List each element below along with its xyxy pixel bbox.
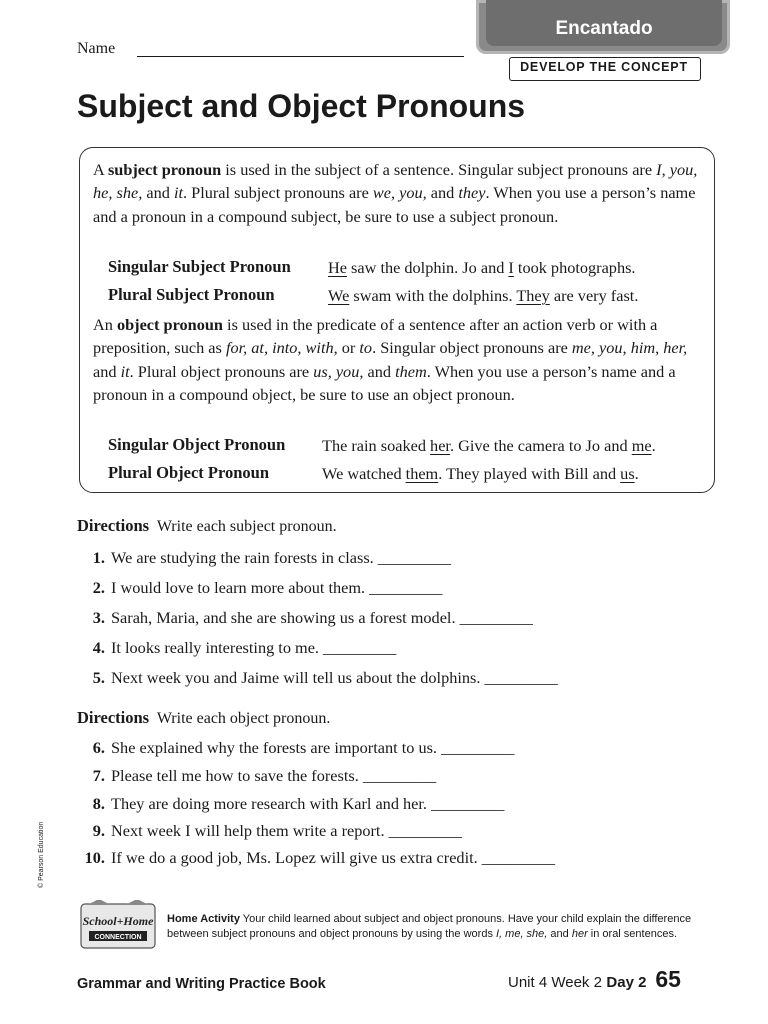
page-number: 65 — [655, 966, 681, 992]
day-label: Day 2 — [606, 974, 647, 991]
name-line[interactable] — [137, 56, 464, 57]
example-label: Plural Subject Pronoun — [108, 285, 275, 304]
example-label: Singular Subject Pronoun — [108, 257, 291, 276]
directions-object: Directions Write each object pronoun. — [77, 708, 331, 727]
home-activity-label: Home Activity — [167, 913, 240, 925]
object-pronoun-paragraph: An object pronoun is used in the predicate of a sentence after an action verb or with a preposition, such as for, at, into, with, or to. Singular object pronouns are me, you, him, her, and it. Plural object pronouns are us, you, and them. When you use a person’s name and a pronoun in a compound object, be sure to use an object pronoun. — [93, 315, 688, 404]
name-label: Name — [77, 40, 116, 57]
logo-text: School+Home — [82, 914, 154, 928]
concept-label: DEVELOP THE CONCEPT — [520, 60, 688, 74]
example-sentence: He saw the dolphin. Jo and I took photographs. — [328, 258, 636, 277]
footer-lesson-info — [508, 966, 681, 993]
copyright-notice: © Pearson Education — [38, 821, 45, 888]
exercise-item[interactable]: 1. We are studying the rain forests in class. _________ — [92, 548, 452, 567]
exercise-item[interactable]: 7. Please tell me how to save the forests. _________ — [92, 766, 437, 785]
lesson-title: Encantado — [555, 18, 653, 39]
exercise-item[interactable]: 9. Next week I will help them write a report. _________ — [92, 821, 462, 840]
directions-subject: Directions Write each subject pronoun. — [77, 516, 337, 535]
subject-pronoun-paragraph: A subject pronoun is used in the subject of a sentence. Singular subject pronouns are I, you, he, she, and it. Plural subject pronouns are we, you, and they. When you use a person’s name and a pronoun in a compound subject, be sure to use a subject pronoun. — [93, 160, 698, 226]
example-sentence: The rain soaked her. Give the camera to Jo and me. — [322, 436, 656, 455]
page-title: Subject and Object Pronouns — [77, 88, 526, 124]
example-label: Plural Object Pronoun — [108, 463, 270, 482]
exercise-item[interactable]: 2. I would love to learn more about them. _________ — [92, 578, 443, 597]
exercise-item[interactable]: 8. They are doing more research with Karl and her. _________ — [92, 794, 505, 813]
directions-label: Directions — [77, 708, 150, 727]
school-home-connection-logo — [75, 900, 161, 952]
exercise-item[interactable]: 6. She explained why the forests are important to us. _________ — [92, 738, 515, 757]
home-activity: Home Activity Your child learned about subject and object pronouns. Have your child explain the difference between subject pronouns and object pronouns by using the words I, me, she, and her in oral sentences. — [167, 913, 692, 940]
unit-week: Unit 4 Week 2 — [508, 974, 602, 991]
directions-label: Directions — [77, 516, 150, 535]
term-subject-pronoun: subject pronoun — [107, 160, 222, 179]
exercise-item[interactable]: 10. If we do a good job, Ms. Lopez will give us extra credit. _________ — [84, 848, 556, 867]
example-sentence: We swam with the dolphins. They are very fast. — [328, 286, 639, 305]
exercise-item[interactable]: 3. Sarah, Maria, and she are showing us a forest model. _________ — [92, 608, 533, 627]
term-object-pronoun: object pronoun — [116, 315, 223, 334]
exercise-item[interactable]: 4. It looks really interesting to me. _________ — [92, 638, 397, 657]
example-sentence: We watched them. They played with Bill and us. — [322, 464, 639, 483]
book-title: Grammar and Writing Practice Book — [77, 976, 326, 992]
exercise-item[interactable]: 5. Next week you and Jaime will tell us about the dolphins. _________ — [92, 668, 558, 687]
example-label: Singular Object Pronoun — [108, 435, 286, 454]
logo-subtext: CONNECTION — [94, 934, 142, 941]
